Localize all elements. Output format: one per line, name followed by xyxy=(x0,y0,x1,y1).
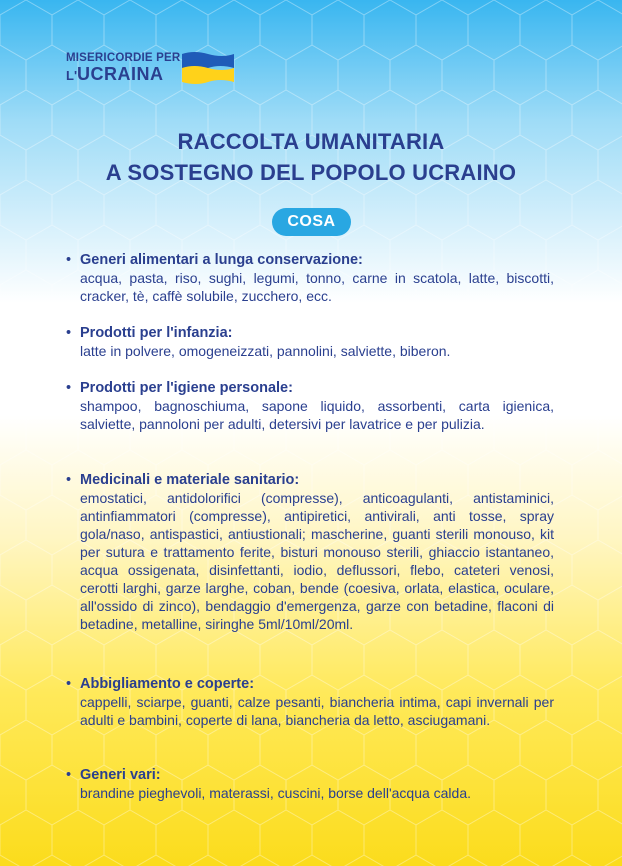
section-title-text: Prodotti per l'infanzia: xyxy=(80,325,233,341)
section-medicinali xyxy=(66,471,554,633)
section-body: shampoo, bagnoschiuma, sapone liquido, assorbenti, carta igienica, salviette, pannoloni per adulti, detersivi per lavatrice e per pulizia. xyxy=(80,398,554,432)
section-title xyxy=(66,251,554,269)
title-line-1: RACCOLTA UMANITARIA xyxy=(177,129,445,154)
section-title xyxy=(66,324,554,342)
bullet: • xyxy=(66,325,72,341)
bullet: • xyxy=(66,252,72,268)
logo-line-1: MISERICORDIE PER xyxy=(66,52,181,64)
bullet: • xyxy=(66,676,72,692)
logo-prefix: L' xyxy=(66,68,78,83)
section-title-text: Generi alimentari a lunga conservazione: xyxy=(80,252,363,268)
section-body: latte in polvere, omogeneizzati, pannolini, salviette, biberon. xyxy=(80,343,451,359)
section-title xyxy=(66,766,554,784)
section-title xyxy=(66,675,554,693)
bullet: • xyxy=(66,472,72,488)
section-generi-vari xyxy=(66,766,554,802)
section-title-text: Abbigliamento e coperte: xyxy=(80,676,255,692)
section-igiene-personale xyxy=(66,379,554,433)
section-body: cappelli, sciarpe, guanti, calze pesanti, biancheria intima, capi invernali per adulti e bambini, coperte di lana, biancheria da letto, asciugamani. xyxy=(80,694,554,728)
section-body: emostatici, antidolorifici (compresse), anticoagulanti, antistaminici, antinfiammatori (compresse), antipiretici, antivirali, anti tosse, spray gola/naso, antispastici, antiustionali; mascherine, guanti sterili monouso, kit per sutura e trattamento ferite, bisturi monouso sterili, ghiaccio istantaneo, acqua ossigenata, disinfettanti, iodio, deflussori, flebo, cateteri venosi, cerotti larghi, garze larghe, coban, bende (coesiva, orlata, elastica, oculare, all'ossido di zinco), bendaggio d'emergenza, garze con betadine, flaconi di betadine, metalline, siringhe 5ml/10ml/20ml. xyxy=(80,490,554,632)
logo-line-2 xyxy=(66,64,164,85)
section-generi-alimentari xyxy=(66,251,554,305)
section-title-text: Medicinali e materiale sanitario: xyxy=(80,472,300,488)
section-prodotti-infanzia xyxy=(66,324,554,360)
section-body: acqua, pasta, riso, sughi, legumi, tonno, carne in scatola, latte, biscotti, cracker, tè, caffè solubile, zucchero, ecc. xyxy=(80,270,554,304)
section-title xyxy=(66,379,554,397)
bullet: • xyxy=(66,767,72,783)
section-title-text: Generi vari: xyxy=(80,767,161,783)
title-line-2: A SOSTEGNO DEL POPOLO UCRAINO xyxy=(105,160,517,185)
bullet: • xyxy=(66,380,72,396)
ukraine-flag-icon xyxy=(180,50,236,86)
cosa-badge: COSA xyxy=(272,208,351,236)
section-title-text: Prodotti per l'igiene personale: xyxy=(80,380,293,396)
misericordie-logo xyxy=(66,50,246,90)
page-title xyxy=(0,126,622,188)
section-body: brandine pieghevoli, materassi, cuscini, borse dell'acqua calda. xyxy=(80,785,472,801)
logo-word: UCRAINA xyxy=(77,64,164,84)
section-abbigliamento xyxy=(66,675,554,729)
section-title xyxy=(66,471,554,489)
